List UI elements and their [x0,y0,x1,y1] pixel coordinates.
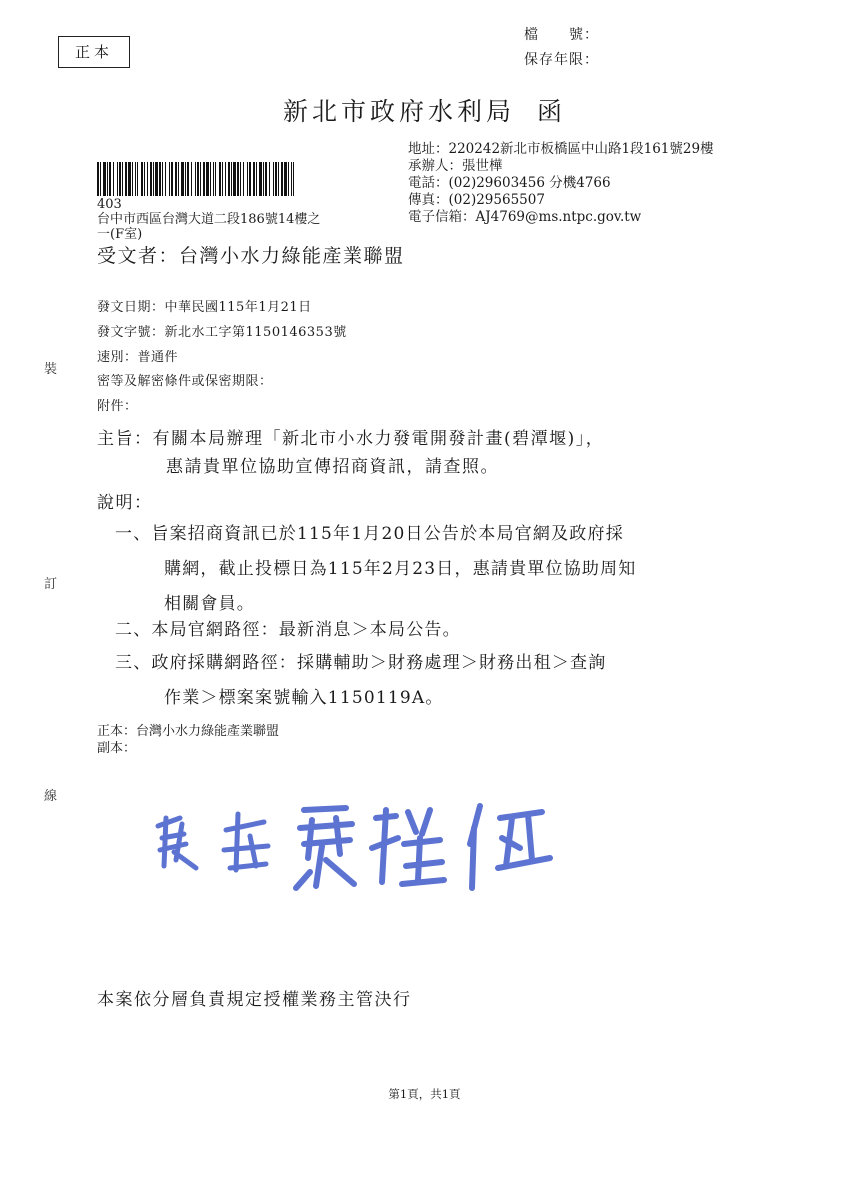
barcode-bar [137,162,138,196]
document-title [0,92,849,128]
barcode-bar [150,162,152,196]
barcode-bar [281,162,283,196]
sender-address: 地址：220242新北市板橋區中山路1段161號29樓 [408,141,714,157]
item-2-line-1: 二、本局官網路徑：最新消息＞本局公告。 [115,620,461,640]
binding-mark-staple: 訂 [44,577,58,592]
authorization-note: 本案依分層負責規定授權業務主管決行 [97,990,412,1010]
copy-type-box: 正本 [58,36,130,68]
barcode-bar [240,162,241,196]
barcode-bar [125,162,127,196]
barcode-bar [256,162,257,196]
barcode-bar [187,162,189,196]
explanation-item-1 [115,517,637,622]
item-1-line-1: 一、旨案招商資訊已於115年1月20日公告於本局官網及政府採 [115,524,624,544]
barcode-bar [291,162,292,196]
recipient: 受文者：台灣小水力綠能產業聯盟 [97,245,405,267]
subject-line-1: 主旨：有關本局辦理「新北市小水力發電開發計畫(碧潭堰)」， [97,429,605,449]
barcode-bar [219,162,221,196]
barcode-bar [135,162,136,196]
barcode-bar [185,162,186,196]
barcode-bar [191,162,192,196]
barcode-bar [107,162,108,196]
barcode-bar [141,162,143,196]
copy-recipient: 副本： [97,741,137,756]
barcode-bar [269,162,270,196]
barcode-bar [259,162,262,196]
address-line-2: 一(F室) [97,227,143,242]
barcode-bar [171,162,173,196]
file-number-label: 檔 號： [524,27,599,43]
barcode-bar [165,162,166,196]
item-3-line-1: 三、政府採購網路徑：採購輔助＞財務處理＞財務出租＞查詢 [115,653,607,673]
barcode-bar [243,162,244,196]
agency-name: 新北市政府水利局 [282,97,515,126]
original-recipient: 正本：台灣小水力綠能產業聯盟 [97,724,280,739]
item-1-line-2: 購網，截止投標日為115年2月23日，惠請貴單位協助周知 [164,559,637,579]
barcode-bar [153,162,154,196]
barcode-bar [144,162,145,196]
barcode-bar [117,162,118,196]
barcode-bar [273,162,274,196]
postal-code: 403 [97,197,122,212]
barcode-bar [178,162,179,196]
attachments: 附件： [97,399,138,414]
barcode-bar [278,162,279,196]
document-type: 函 [537,97,567,126]
barcode-bar [210,162,211,196]
document-number: 發文字號：新北水工字第1150146353號 [97,325,347,340]
barcode-bar [225,162,226,196]
barcode-bar [215,162,216,196]
barcode-bar [197,162,199,196]
issue-date: 發文日期：中華民國115年1月21日 [97,300,312,315]
secrecy-level: 密等及解密條件或保密期限： [97,374,273,389]
subject [97,425,604,481]
barcode-bar [155,162,158,196]
sender-handler: 承辦人：張世樺 [408,158,503,174]
barcode-bar [132,162,133,196]
barcode-bar [288,162,289,196]
barcode-bar [103,162,106,196]
barcode-bar [147,162,148,196]
item-1-line-3: 相關會員。 [164,594,255,614]
director-seal-stamp [140,788,600,898]
sender-email: 電子信箱：AJ4769@ms.ntpc.gov.tw [408,209,642,225]
barcode-bar [119,162,121,196]
delivery-speed: 速別：普通件 [97,350,179,365]
barcode-bar [284,162,287,196]
barcode-bar [159,162,161,196]
barcode-bar [100,162,101,196]
barcode-bar [206,162,209,196]
barcode-bar [233,162,236,196]
barcode-bar [109,162,111,196]
sender-info [408,141,714,226]
barcode-bar [122,162,123,196]
postal-barcode [97,162,295,196]
barcode-bar [175,162,177,196]
explanation-item-3 [115,646,606,716]
explanation-heading: 說明： [97,493,153,513]
item-3-line-2: 作業＞標案案號輸入1150119A。 [164,688,444,708]
retention-period-label: 保存年限： [524,52,599,68]
barcode-bar [265,162,267,196]
barcode-bar [195,162,196,196]
binding-mark-bind: 裝 [44,362,58,377]
barcode-bar [213,162,214,196]
barcode-bar [253,162,255,196]
sender-phone: 電話：(02)29603456 分機4766 [408,175,611,191]
subject-line-2: 惠請貴單位協助宣傳招商資訊，請查照。 [166,457,499,477]
barcode-bar [293,162,294,196]
barcode-bar [169,162,170,196]
barcode-bar [231,162,232,196]
barcode-bar [247,162,248,196]
explanation-item-2 [115,613,461,648]
barcode-bar [222,162,223,196]
barcode-bar [181,162,184,196]
barcode-bar [203,162,205,196]
barcode-bar [97,162,99,196]
address-line-1: 台中市西區台灣大道二段186號14樓之 [97,212,321,227]
barcode-bar [228,162,230,196]
barcode-bar [113,162,114,196]
barcode-bar [162,162,163,196]
barcode-bar [200,162,201,196]
page-number: 第1頁，共1頁 [388,1087,461,1101]
barcode-bar [237,162,239,196]
binding-mark-line: 線 [44,789,58,804]
sender-fax: 傳真：(02)29565507 [408,192,545,208]
barcode-bar [275,162,277,196]
barcode-bar [249,162,251,196]
barcode-bar [263,162,264,196]
mailing-address [97,197,320,242]
barcode-bar [128,162,131,196]
